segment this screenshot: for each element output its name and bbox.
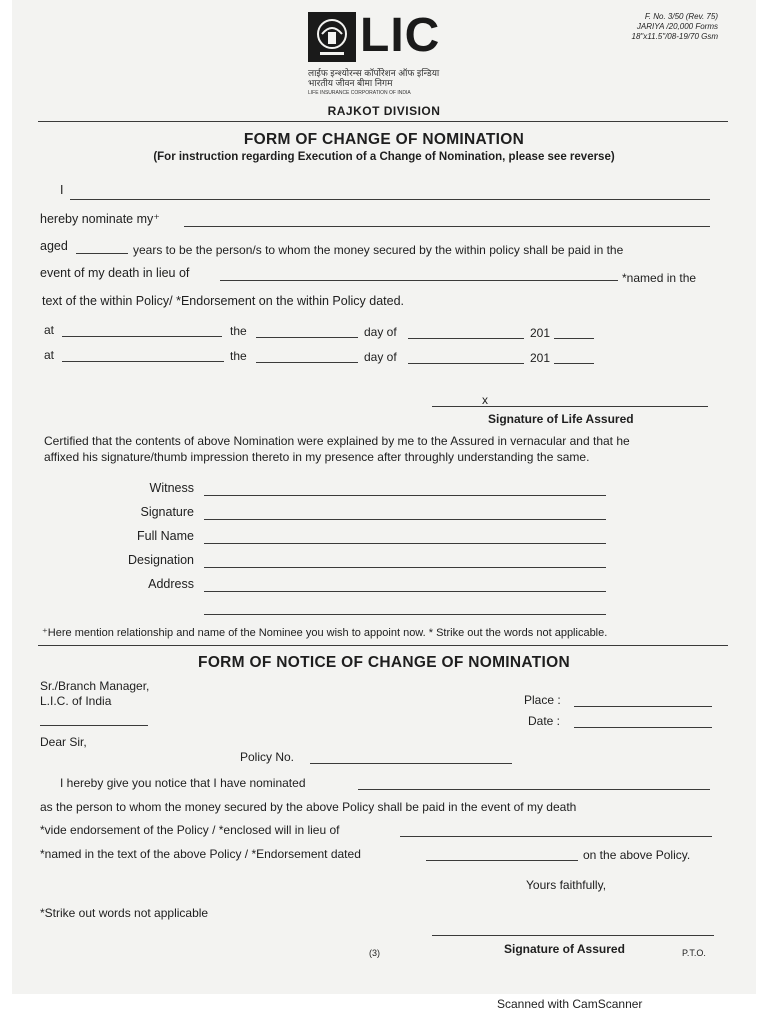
signature-label: Signature of Life Assured — [488, 412, 634, 426]
date-label: Date : — [528, 714, 561, 728]
manager-address-1: Sr./Branch Manager, — [40, 679, 150, 693]
month-field-1[interactable] — [408, 338, 524, 339]
signature-line[interactable] — [432, 406, 708, 407]
name-field[interactable] — [70, 199, 710, 200]
footnote: ⁺Here mention relationship and name of the Nominee you wish to appoint now. * Strike out the words not applicable. — [42, 627, 608, 639]
vide-label: *vide endorsement of the Policy / *enclosed will in lieu of — [40, 823, 340, 837]
aged-label: aged — [40, 239, 68, 253]
policy-no-label: Policy No. — [240, 750, 295, 764]
document-page — [12, 0, 756, 994]
certification-text — [44, 433, 724, 465]
manager-address-2: L.I.C. of India — [40, 694, 112, 708]
place-label: Place : — [524, 693, 561, 707]
lic-name-gujarati: लाईफ इन्श्योरन्स कॉर्पोरेशन ऑफ इन्डिया — [308, 68, 440, 78]
place-field[interactable] — [574, 706, 712, 707]
witness-fullname-field[interactable] — [204, 543, 606, 544]
date-field-2[interactable] — [256, 362, 358, 363]
endorsement-date-field[interactable] — [426, 860, 578, 861]
witness-signature-field[interactable] — [204, 519, 606, 520]
lieu-field[interactable] — [220, 280, 618, 281]
form-title: FORM OF CHANGE OF NOMINATION — [243, 131, 525, 148]
witness-fullname-label: Full Name — [137, 529, 194, 543]
page-number: (3) — [369, 948, 380, 958]
the-label: the — [230, 324, 247, 338]
nominated-field[interactable] — [358, 789, 710, 790]
nominee-field[interactable] — [184, 226, 710, 227]
policy-text: text of the within Policy/ *Endorsement on the within Policy dated. — [42, 294, 404, 308]
assured-signature-line[interactable] — [432, 935, 714, 936]
signature-mark: x — [482, 393, 488, 407]
lic-name-block — [308, 68, 439, 98]
scanner-watermark: Scanned with CamScanner — [497, 997, 643, 1011]
printer-info: JARIYA /20,000 Forms — [636, 22, 718, 31]
named-label: *named in the — [622, 271, 697, 285]
dayof-label: day of — [364, 325, 397, 339]
header-rule — [38, 121, 728, 122]
years-text: years to be the person/s to whom the money secured by the within policy shall be paid in the — [133, 243, 624, 257]
assured-signature-label: Signature of Assured — [504, 942, 625, 956]
branch-field[interactable] — [40, 725, 148, 726]
place-field-2[interactable] — [62, 361, 224, 362]
named-text: *named in the text of the above Policy / *Endorsement dated — [40, 847, 361, 861]
date-field-1[interactable] — [256, 337, 358, 338]
dayof-label: day of — [364, 350, 397, 364]
certification-line-1: Certified that the contents of above Nomination were explained by me to the Assured in vernacular and that he — [44, 434, 630, 448]
notice-body: as the person to whom the money secured by the above Policy shall be paid in the event of my death — [40, 800, 577, 814]
year-label: 201 — [530, 326, 551, 340]
witness-field[interactable] — [204, 495, 606, 496]
certification-line-2: affixed his signature/thumb impression thereto in my presence after throughly understanding the same. — [44, 450, 590, 464]
year-field-2[interactable] — [554, 363, 594, 364]
witness-designation-label: Designation — [127, 553, 194, 567]
the-label: the — [230, 349, 247, 363]
at-label: at — [44, 323, 55, 337]
at-label: at — [44, 348, 55, 362]
i-label: I — [60, 183, 64, 197]
paper-info: 18"x11.5"/08-19/70 Gsm — [631, 32, 718, 41]
date-field[interactable] — [574, 727, 712, 728]
year-label: 201 — [530, 351, 551, 365]
witness-designation-field[interactable] — [204, 567, 606, 568]
lic-name-english: LIFE INSURANCE CORPORATION OF INDIA — [308, 90, 411, 96]
witness-signature-label: Signature — [140, 505, 194, 519]
section-rule — [38, 645, 728, 646]
witness-address-field[interactable] — [204, 591, 606, 592]
division-name: RAJKOT DIVISION — [327, 104, 441, 118]
lieu-field-notice[interactable] — [400, 836, 712, 837]
on-policy-text: on the above Policy. — [583, 848, 691, 862]
age-field[interactable] — [76, 253, 128, 254]
witness-address-field-2[interactable] — [204, 614, 606, 615]
notice-title: FORM OF NOTICE OF CHANGE OF NOMINATION — [198, 654, 570, 671]
yours-faithfully: Yours faithfully, — [526, 878, 607, 892]
form-subtitle: (For instruction regarding Execution of a Change of Nomination, please see reverse) — [153, 151, 615, 163]
witness-label: Witness — [149, 481, 194, 495]
pto-label: P.T.O. — [682, 948, 706, 958]
lic-name-hindi: भारतीय जीवन बीमा निगम — [308, 78, 393, 88]
lic-logo: LIC — [360, 9, 441, 62]
notice-label: I hereby give you notice that I have nominated — [60, 776, 306, 790]
lic-emblem-icon — [308, 12, 356, 62]
place-field-1[interactable] — [62, 336, 222, 337]
policy-no-field[interactable] — [310, 763, 512, 764]
salutation: Dear Sir, — [40, 735, 87, 749]
event-label: event of my death in lieu of — [40, 266, 190, 280]
witness-address-label: Address — [148, 577, 194, 591]
strike-note: *Strike out words not applicable — [40, 906, 209, 920]
nominate-label: hereby nominate my⁺ — [40, 212, 160, 226]
form-number-block — [632, 12, 718, 42]
year-field-1[interactable] — [554, 338, 594, 339]
form-number: F. No. 3/50 (Rev. 75) — [644, 12, 718, 21]
month-field-2[interactable] — [408, 363, 524, 364]
